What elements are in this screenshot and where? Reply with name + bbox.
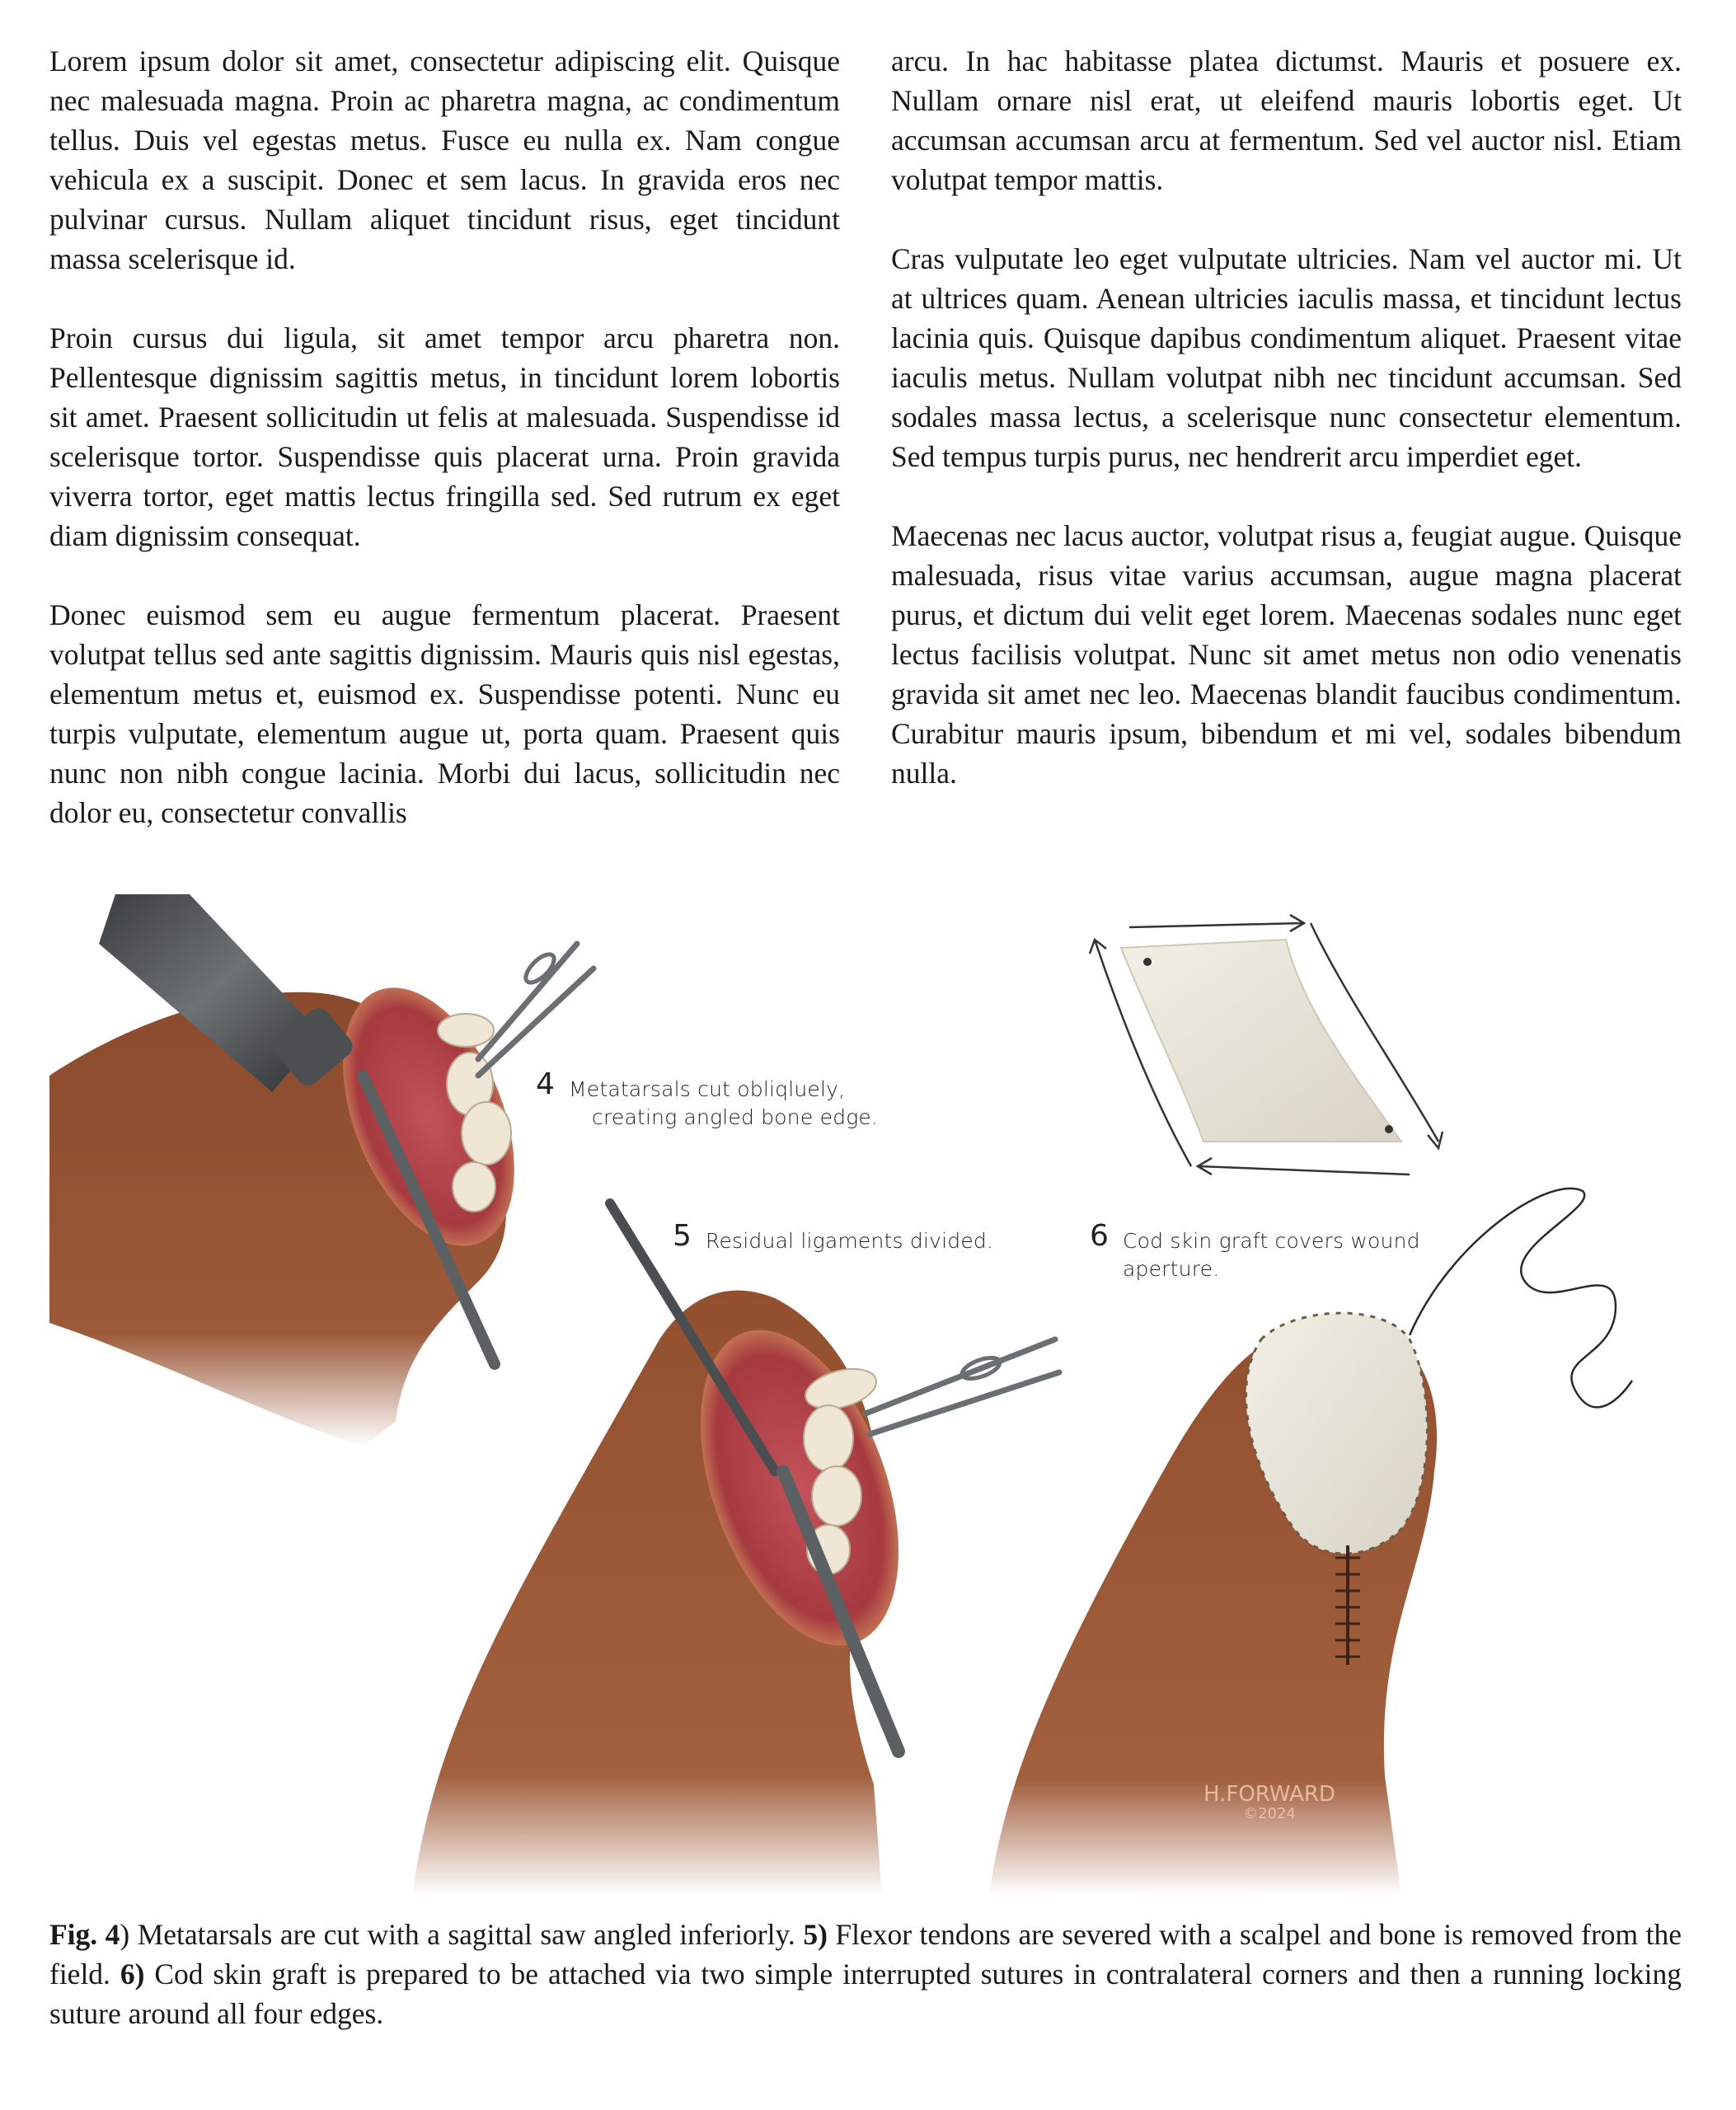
right-column: [891, 41, 1682, 832]
paragraph: Proin cursus dui ligula, sit amet tempor arcu pharetra non. Pellentesque dignissim sagittis metus, in tincidunt lorem lobortis sit amet. Praesent sollicitudin ut felis at malesuada. Suspendisse id scelerisque tortor. Suspendisse quis placerat urna. Proin gravida viverra tortor, eget mattis lectus fringilla sed. Sed rutrum ex eget diam dignissim consequat.: [49, 321, 840, 552]
caption-step-number: 6): [120, 1958, 145, 1990]
step-text: Metatarsals cut obliqluely,: [569, 1077, 846, 1101]
paragraph: Lorem ipsum dolor sit amet, consectetur adipiscing elit. Quisque nec malesuada magna. Proin ac pharetra magna, ac condimentum tellus. Duis vel egestas metus. Fusce eu nulla ex. Nam congue vehicula ex a suscipit. Donec et sem lacus. In gravida eros nec pulvinar cursus. Nullam aliquet tincidunt risus, eget tincidunt massa scelerisque id.: [49, 45, 840, 275]
step-6-label: [1090, 1219, 1420, 1283]
cod-skin-graft-patch: [1090, 915, 1443, 1175]
surgical-illustration-figure: [49, 894, 1682, 1896]
surgical-illustration: [49, 894, 1682, 1896]
paragraph: Donec euismod sem eu augue fermentum placerat. Praesent volutpat tellus sed ante sagittis dignissim. Mauris quis nisl egestas, elementum metus et, euismod ex. Suspendisse potenti. Nunc eu turpis vulputate, elementum augue ut, porta quam. Praesent quis nunc non nibh congue lacinia. Morbi dui lacus, sollicitudin nec dolor eu, consectetur convallis: [49, 598, 840, 829]
signature-year: ©2024: [1243, 1805, 1296, 1822]
caption-text: Cod skin graft is prepared to be attached via two simple interrupted sutures in contralateral corners and then a running locking suture around all four edges.: [49, 1958, 1682, 2030]
step-5-label: [673, 1219, 994, 1255]
paragraph: Cras vulputate leo eget vulputate ultricies. Nam vel auctor mi. Ut at ultrices quam. Aenean ultricies iaculis massa, et tincidunt lectus lacinia quis. Quisque dapibus condimentum aliquet. Praesent vitae iaculis metus. Nullam volutpat nibh nec tincidunt accumsan. Sed sodales massa lectus, a scelerisque nunc consectetur elementum. Sed tempus turpis purus, nec hendrerit arcu imperdiet eget.: [891, 242, 1682, 473]
caption-fig-label: Fig. 4: [49, 1918, 120, 1951]
step-text: aperture.: [1123, 1257, 1220, 1281]
foot-step-4: [49, 894, 594, 1447]
step-text: creating angled bone edge.: [592, 1105, 879, 1129]
paragraph: Maecenas nec lacus auctor, volutpat risus a, feugiat augue. Quisque malesuada, risus vitae varius accumsan, augue magna placerat purus, et dictum dui velit eget lorem. Maecenas sodales nunc eget lectus facilisis volutpat. Nunc sit amet metus non odio venenatis gravida sit amet nec leo. Maecenas blandit faucibus condimentum. Curabitur mauris ipsum, bibendum et mi vel, sodales bibendum nulla.: [891, 519, 1682, 790]
step-text: Cod skin graft covers wound: [1123, 1229, 1420, 1253]
left-column: [49, 41, 840, 832]
step-number: 5: [673, 1219, 692, 1253]
step-number: 4: [536, 1067, 556, 1101]
artist-signature: [1203, 1784, 1335, 1824]
caption-text: Flexor tendons are severed with a scalpel and bone is removed from the field.: [49, 1918, 1682, 1990]
paragraph: arcu. In hac habitasse platea dictumst. Mauris et posuere ex. Nullam ornare nisl erat, ut eleifend mauris lobortis eget. Ut accumsan accumsan arcu at fermentum. Sed vel auctor nisl. Etiam volutpat tempor mattis.: [891, 45, 1682, 196]
caption-text: ) Metatarsals are cut with a sagittal saw angled inferiorly.: [120, 1918, 804, 1951]
step-text: Residual ligaments divided.: [706, 1229, 994, 1253]
figure-caption: [49, 1915, 1682, 2033]
step-number: 6: [1090, 1219, 1110, 1253]
caption-step-number: 5): [803, 1918, 828, 1951]
step-4-label: [536, 1067, 879, 1132]
foot-step-5: [412, 1203, 1059, 1896]
body-text-columns: [49, 41, 1682, 832]
signature-name: H.FORWARD: [1203, 1782, 1335, 1807]
